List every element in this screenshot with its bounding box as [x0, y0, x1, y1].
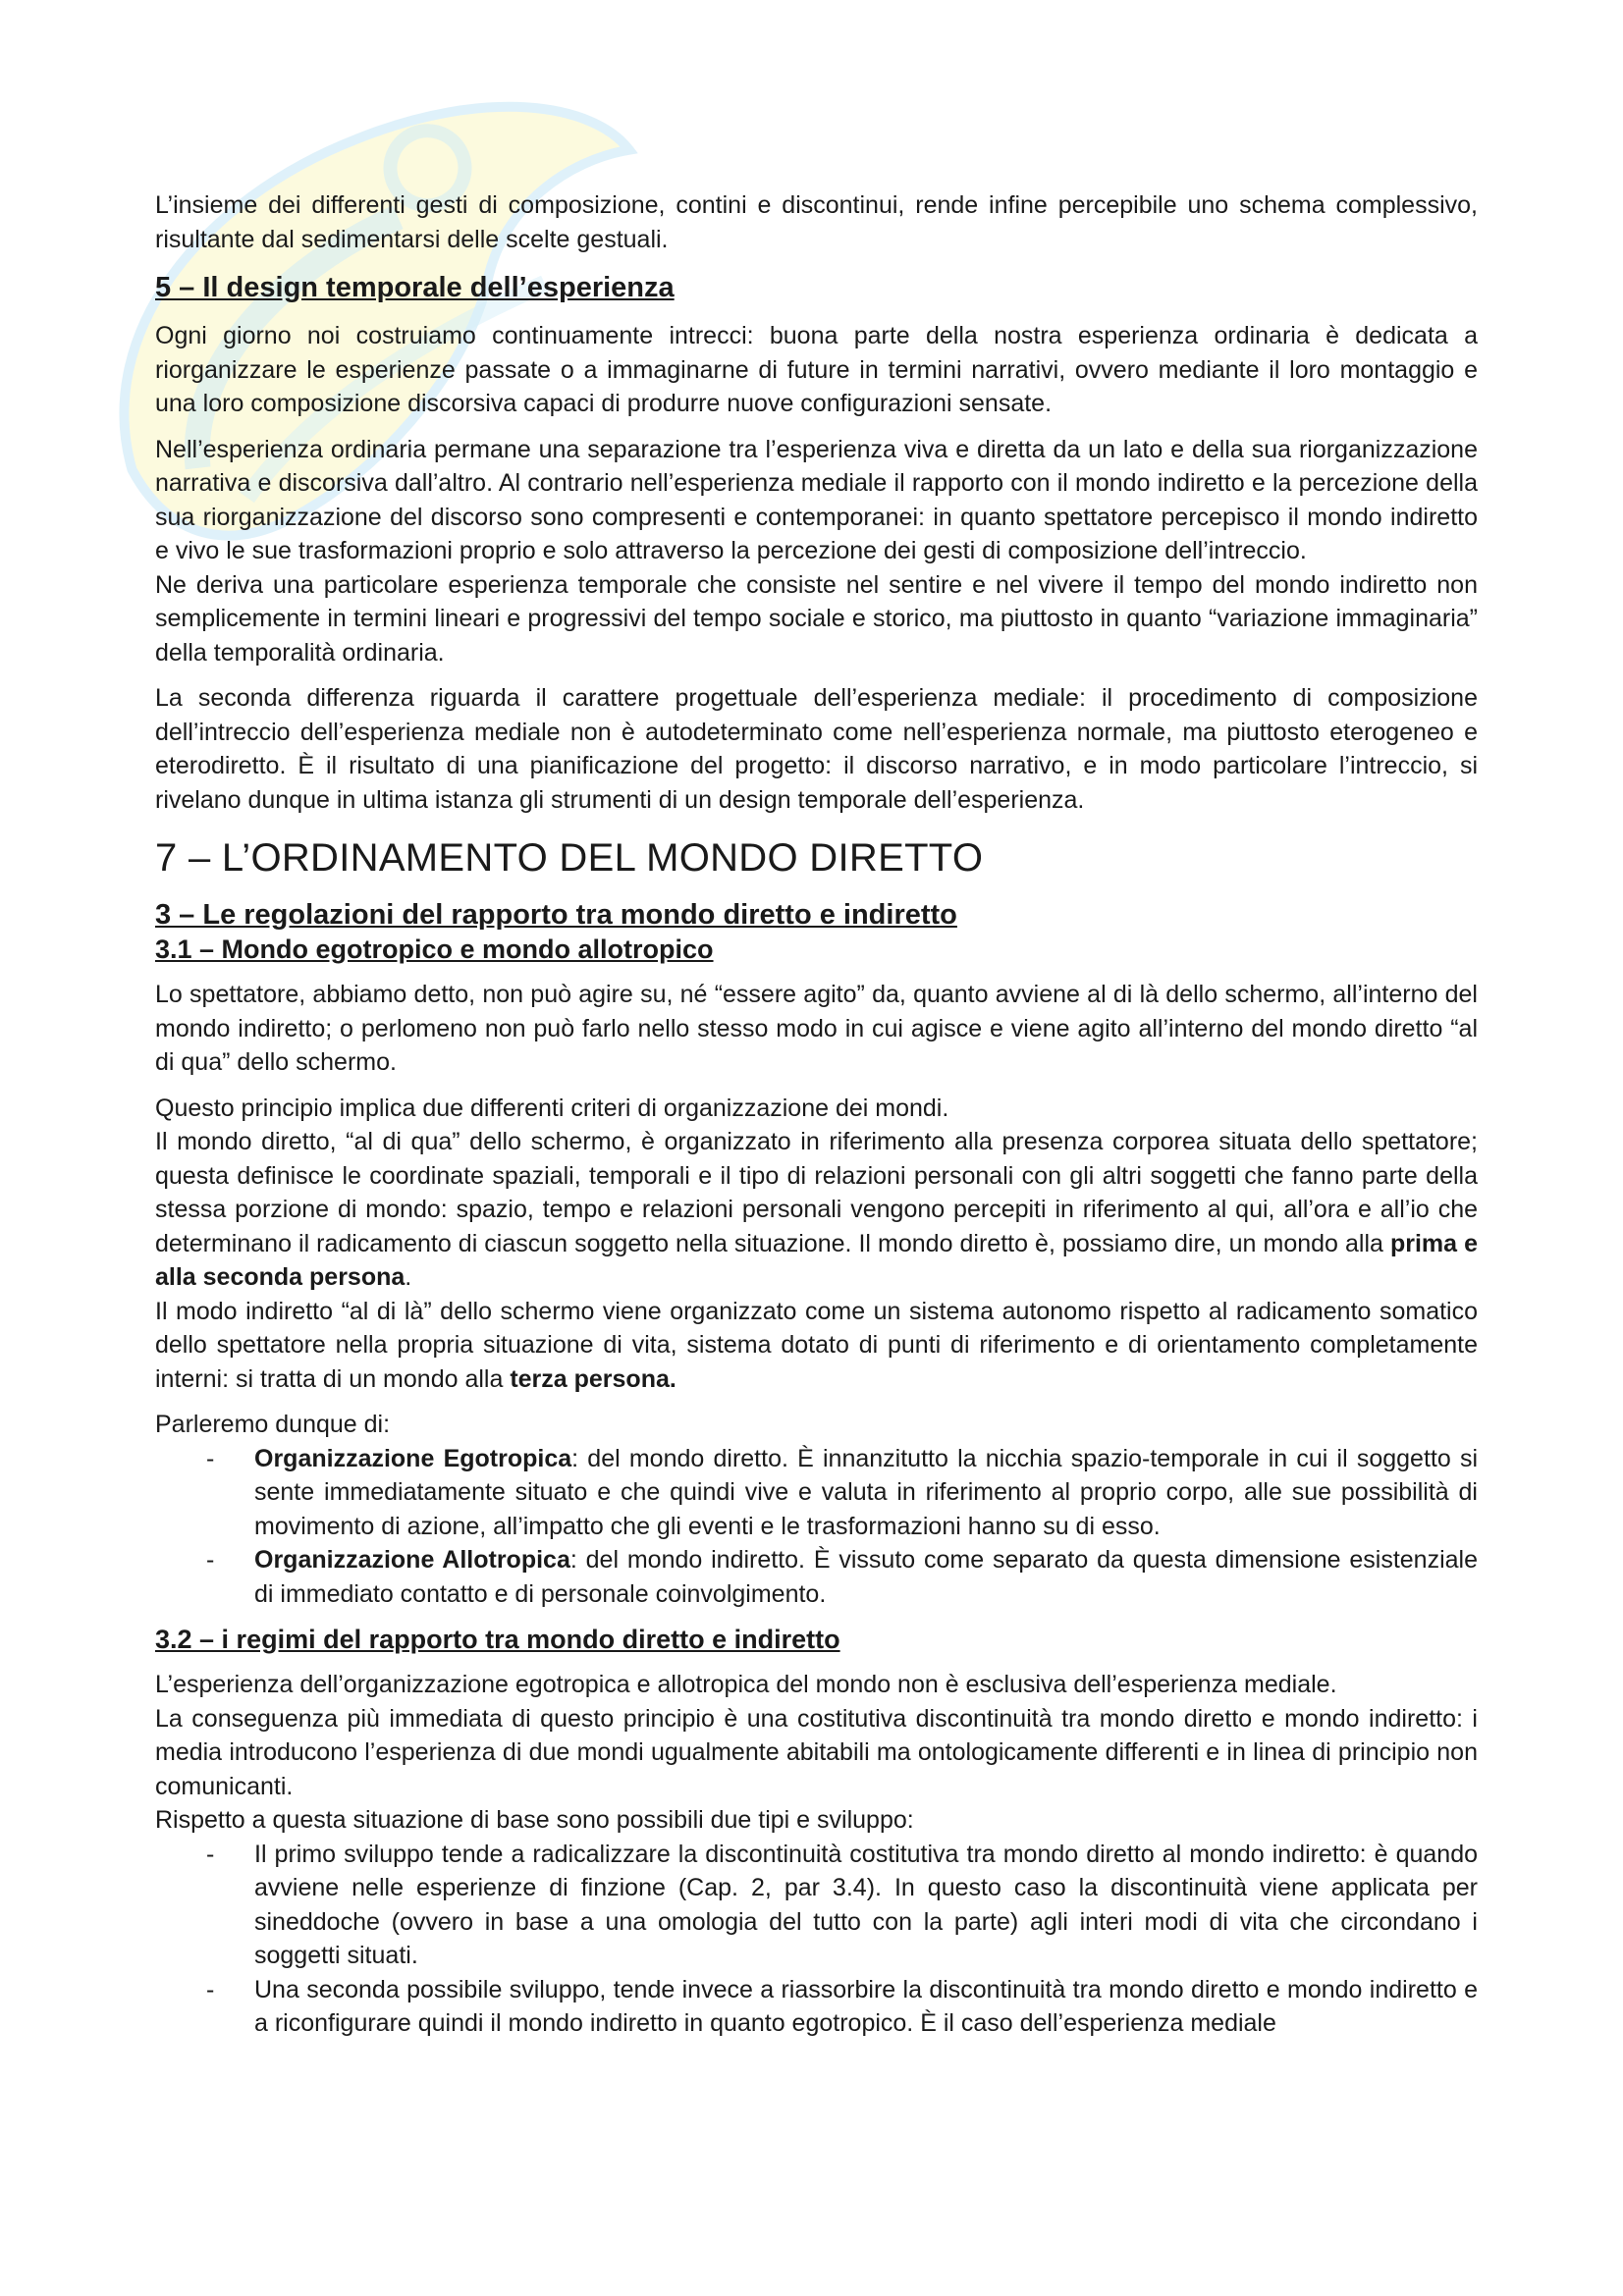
list-dash: -	[206, 1840, 215, 1868]
subsection-heading-3-2: 3.2 – i regimi del rapporto tra mondo diretto e indiretto	[155, 1625, 840, 1654]
paragraph-3: Ne deriva una particolare esperienza temporale che consiste nel sentire e nel vivere il tempo del mondo indiretto non semplicemente in termini lineari e progressivi del tempo sociale e storico, ma piuttosto in quanto “variazione immaginaria” della temporalità ordinaria.	[155, 570, 1478, 667]
document-page	[155, 188, 1478, 2053]
development-list	[155, 1838, 1478, 2041]
paragraph-7-text: Il mondo diretto, “al di qua” dello schermo, è organizzato in riferimento alla presenza corporea situata dello spettatore; questa definisce le coordinate spaziali, temporali e il tipo di relazioni personali con gli altri soggetti che fanno parte della stessa porzione di mondo: spazio, tempo e relazioni personali vengono percepiti in riferimento al qui, all’ora e all’io che determinano il radicamento di ciascun soggetto nella situazione. Il mondo diretto è, possiamo dire, un mondo alla	[155, 1128, 1478, 1257]
subsection-heading-3-1: 3.1 – Mondo egotropico e mondo allotropico	[155, 934, 714, 964]
paragraph-9: Parleremo dunque di:	[155, 1411, 391, 1438]
paragraph-10: L’esperienza dell’organizzazione egotropica e allotropica del mondo non è esclusiva dell’esperienza mediale.	[155, 1671, 1337, 1698]
section-heading-3: 3 – Le regolazioni del rapporto tra mondo diretto e indiretto	[155, 899, 957, 931]
list-item	[155, 1838, 1478, 1973]
list-dash: -	[206, 1975, 215, 2003]
chapter-heading-7: 7 – L’ORDINAMENTO DEL MONDO DIRETTO	[155, 836, 984, 880]
paragraph-7-end: .	[405, 1263, 412, 1291]
paragraph-8-bold: terza persona.	[510, 1364, 676, 1393]
list-item	[155, 1442, 1478, 1544]
paragraph-7-bold: prima e alla seconda persona	[155, 1229, 1478, 1291]
paragraph-8-text: Il modo indiretto “al di là” dello schermo viene organizzato come un sistema autonomo rispetto al radicamento somatico dello spettatore nella propria situazione di vita, sistema dotato di punti di riferimento e di orientamento completamente interni: si tratta di un mondo alla	[155, 1297, 1478, 1393]
section-heading-5: 5 – Il design temporale dell’esperienza	[155, 272, 675, 303]
paragraph-intro: L’insieme dei differenti gesti di composizione, contini e discontinui, rende infine percepibile uno schema complessivo, risultante dal sedimentarsi delle scelte gestuali.	[155, 191, 1478, 253]
list-item	[155, 1543, 1478, 1611]
list-item-text: Il primo sviluppo tende a radicalizzare la discontinuità costitutiva tra mondo diretto al mondo indiretto: è quando avviene nelle esperienze di finzione (Cap. 2, par 3.4). In questo caso la discontinuità viene applicata per sineddoche (ovvero in base a una omologia del tutto con la parte) agli interi modi di vita che circondano i soggetti situati.	[254, 1840, 1478, 1969]
list-item-text: : del mondo indiretto. È vissuto come separato da questa dimensione esistenziale di immediato contatto e di personale coinvolgimento.	[254, 1546, 1478, 1608]
paragraph-5: Lo spettatore, abbiamo detto, non può agire su, né “essere agito” da, quanto avviene al di là dello schermo, all’interno del mondo indiretto; o perlomeno non può farlo nello stesso modo in cui agisce e viene agito all’interno del mondo diretto “al di qua” dello schermo.	[155, 981, 1478, 1076]
organization-list	[155, 1442, 1478, 1612]
paragraph-6: Questo principio implica due differenti criteri di organizzazione dei mondi.	[155, 1094, 949, 1122]
paragraph-12: Rispetto a questa situazione di base sono possibili due tipi e sviluppo:	[155, 1806, 914, 1834]
list-dash: -	[206, 1546, 215, 1574]
paragraph-2: Nell’esperienza ordinaria permane una separazione tra l’esperienza viva e diretta da un lato e della sua riorganizzazione narrativa e discorsiva dall’altro. Al contrario nell’esperienza mediale il rapporto con il mondo indiretto e la percezione della sua riorganizzazione del discorso sono compresenti e contemporanei: in quanto spettatore percepisco il mondo indiretto e vivo le sue trasformazioni proprio e solo attraverso la percezione dei gesti di composizione dell’intreccio.	[155, 435, 1478, 564]
paragraph-4: La seconda differenza riguarda il carattere progettuale dell’esperienza mediale: il procedimento di composizione dell’intreccio dell’esperienza mediale non è autodeterminato come nell’esperienza normale, ma piuttosto eterogeneo e eterodiretto. È il risultato di una pianificazione del progetto: il discorso narrativo, e in modo particolare l’intreccio, si rivelano dunque in ultima istanza gli strumenti di un design temporale dell’esperienza.	[155, 684, 1478, 814]
list-item	[155, 1973, 1478, 2041]
list-dash: -	[206, 1444, 215, 1472]
list-item-term: Organizzazione Egotropica	[254, 1444, 572, 1472]
paragraph-7	[155, 1125, 1478, 1295]
paragraph-1: Ogni giorno noi costruiamo continuamente intrecci: buona parte della nostra esperienza ordinaria è dedicata a riorganizzare le esperienze passate o a immaginarne di future in termini narrativi, ovvero mediante il loro montaggio e una loro composizione discorsiva capaci di produrre nuove configurazioni sensate.	[155, 322, 1478, 417]
list-item-term: Organizzazione Allotropica	[254, 1546, 570, 1574]
paragraph-8	[155, 1295, 1478, 1397]
list-item-text: : del mondo diretto. È innanzitutto la nicchia spazio-temporale in cui il soggetto si sente immediatamente situato e che quindi vive e valuta in riferimento al proprio corpo, alle sue possibilità di movimento di azione, all’impatto che gli eventi e le trasformazioni hanno su di esso.	[254, 1444, 1479, 1540]
paragraph-11: La conseguenza più immediata di questo principio è una costitutiva discontinuità tra mondo diretto e mondo indiretto: i media introducono l’esperienza di due mondi ugualmente abitabili ma ontologicamente differenti e in linea di principio non comunicanti.	[155, 1704, 1478, 1800]
list-item-text: Una seconda possibile sviluppo, tende invece a riassorbire la discontinuità tra mondo diretto e mondo indiretto e a riconfigurare quindi il mondo indiretto in quanto egotropico. È il caso dell’esperienza mediale	[254, 1975, 1478, 2037]
